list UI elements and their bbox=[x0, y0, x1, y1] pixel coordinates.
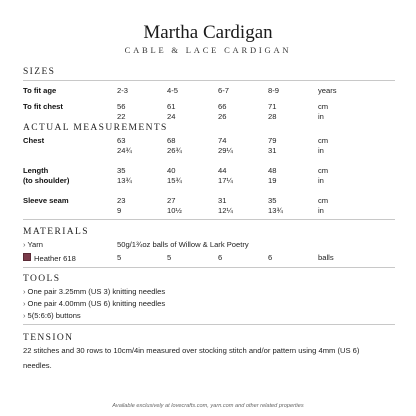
sleeve-label: Sleeve seam bbox=[23, 196, 69, 205]
yarn-line bbox=[23, 240, 43, 250]
fit-chest-cm: 56 bbox=[117, 102, 126, 111]
chest-in: 31 bbox=[268, 146, 277, 155]
unit-in: in bbox=[318, 112, 324, 121]
chest-in: 26¾ bbox=[167, 146, 182, 155]
fit-chest-cm: 66 bbox=[218, 102, 227, 111]
page-title: Martha Cardigan bbox=[143, 22, 273, 43]
tool-item-text: 5(5:6:6) buttons bbox=[27, 311, 81, 320]
chevron-right-icon: › bbox=[23, 287, 26, 296]
materials-heading: MATERIALS bbox=[23, 227, 89, 237]
tension-heading: TENSION bbox=[23, 333, 74, 343]
length-label: Length bbox=[23, 166, 49, 175]
unit-in: in bbox=[318, 176, 324, 185]
tool-item-text: One pair 4.00mm (US 6) knitting needles bbox=[27, 299, 166, 308]
length-in: 13¾ bbox=[117, 176, 132, 185]
shade-balls: 5 bbox=[167, 253, 172, 262]
chest-cm: 63 bbox=[117, 136, 126, 145]
tools-heading: TOOLS bbox=[23, 274, 61, 284]
fit-chest-in: 28 bbox=[268, 112, 277, 121]
sleeve-in: 12¼ bbox=[218, 206, 233, 215]
shade-label: Heather 618 bbox=[34, 254, 76, 263]
fit-age-unit: years bbox=[318, 86, 337, 95]
fit-chest-in: 24 bbox=[167, 112, 176, 121]
unit-cm: cm bbox=[318, 166, 329, 175]
chevron-right-icon: › bbox=[23, 311, 26, 320]
fit-chest-label: To fit chest bbox=[23, 102, 63, 111]
unit-in: in bbox=[318, 146, 324, 155]
chest-in: 29¼ bbox=[218, 146, 233, 155]
chest-cm: 74 bbox=[218, 136, 227, 145]
fit-age-value: 2-3 bbox=[117, 86, 128, 95]
length-in: 17¼ bbox=[218, 176, 233, 185]
chest-label: Chest bbox=[23, 136, 45, 145]
chest-cm: 79 bbox=[268, 136, 277, 145]
sleeve-cm: 31 bbox=[218, 196, 227, 205]
tool-item bbox=[23, 311, 81, 321]
fit-age-value: 6-7 bbox=[218, 86, 229, 95]
length-sublabel: (to shoulder) bbox=[23, 176, 70, 185]
fit-age-value: 4-5 bbox=[167, 86, 178, 95]
tension-text: 22 stitches and 30 rows to 10cm/4in measured over stocking stitch and/or pattern using 4mm (US 6) needles. bbox=[23, 346, 360, 370]
sleeve-in: 13¾ bbox=[268, 206, 283, 215]
fit-chest-cm: 61 bbox=[167, 102, 176, 111]
length-in: 19 bbox=[268, 176, 277, 185]
tool-item bbox=[23, 287, 165, 297]
sizes-heading: SIZES bbox=[23, 67, 56, 77]
unit-cm: cm bbox=[318, 136, 329, 145]
color-swatch-icon bbox=[23, 253, 31, 261]
shade-balls: 5 bbox=[117, 253, 122, 262]
unit-cm: cm bbox=[318, 102, 329, 111]
unit-cm: cm bbox=[318, 196, 329, 205]
length-in: 15¾ bbox=[167, 176, 182, 185]
chevron-right-icon: › bbox=[23, 299, 26, 308]
shade-unit: balls bbox=[318, 253, 334, 262]
fit-age-value: 8-9 bbox=[268, 86, 279, 95]
shade-line bbox=[23, 253, 76, 264]
chest-in: 24¾ bbox=[117, 146, 132, 155]
fit-chest-cm: 71 bbox=[268, 102, 277, 111]
sleeve-in: 10½ bbox=[167, 206, 182, 215]
length-cm: 35 bbox=[117, 166, 126, 175]
unit-in: in bbox=[318, 206, 324, 215]
footer-note: Available exclusively at lovecrafts.com, yarn.com and other related properties bbox=[112, 403, 304, 409]
measurements-heading: ACTUAL MEASUREMENTS bbox=[23, 123, 168, 133]
sleeve-cm: 23 bbox=[117, 196, 126, 205]
yarn-label: Yarn bbox=[27, 240, 44, 249]
shade-balls: 6 bbox=[218, 253, 223, 262]
fit-chest-in: 26 bbox=[218, 112, 227, 121]
tool-item-text: One pair 3.25mm (US 3) knitting needles bbox=[27, 287, 166, 296]
sleeve-cm: 27 bbox=[167, 196, 176, 205]
chevron-right-icon: › bbox=[23, 240, 26, 249]
divider bbox=[23, 267, 395, 268]
shade-balls: 6 bbox=[268, 253, 273, 262]
length-cm: 44 bbox=[218, 166, 227, 175]
yarn-description: 50g/1¾oz balls of Willow & Lark Poetry bbox=[117, 240, 249, 249]
fit-chest-in: 22 bbox=[117, 112, 126, 121]
divider bbox=[23, 80, 395, 81]
length-cm: 40 bbox=[167, 166, 176, 175]
tool-item bbox=[23, 299, 165, 309]
divider bbox=[23, 324, 395, 325]
sleeve-cm: 35 bbox=[268, 196, 277, 205]
chest-cm: 68 bbox=[167, 136, 176, 145]
page-subtitle: CABLE & LACE CARDIGAN bbox=[124, 45, 292, 55]
fit-age-label: To fit age bbox=[23, 86, 57, 95]
length-cm: 48 bbox=[268, 166, 277, 175]
divider bbox=[23, 219, 395, 220]
sleeve-in: 9 bbox=[117, 206, 122, 215]
